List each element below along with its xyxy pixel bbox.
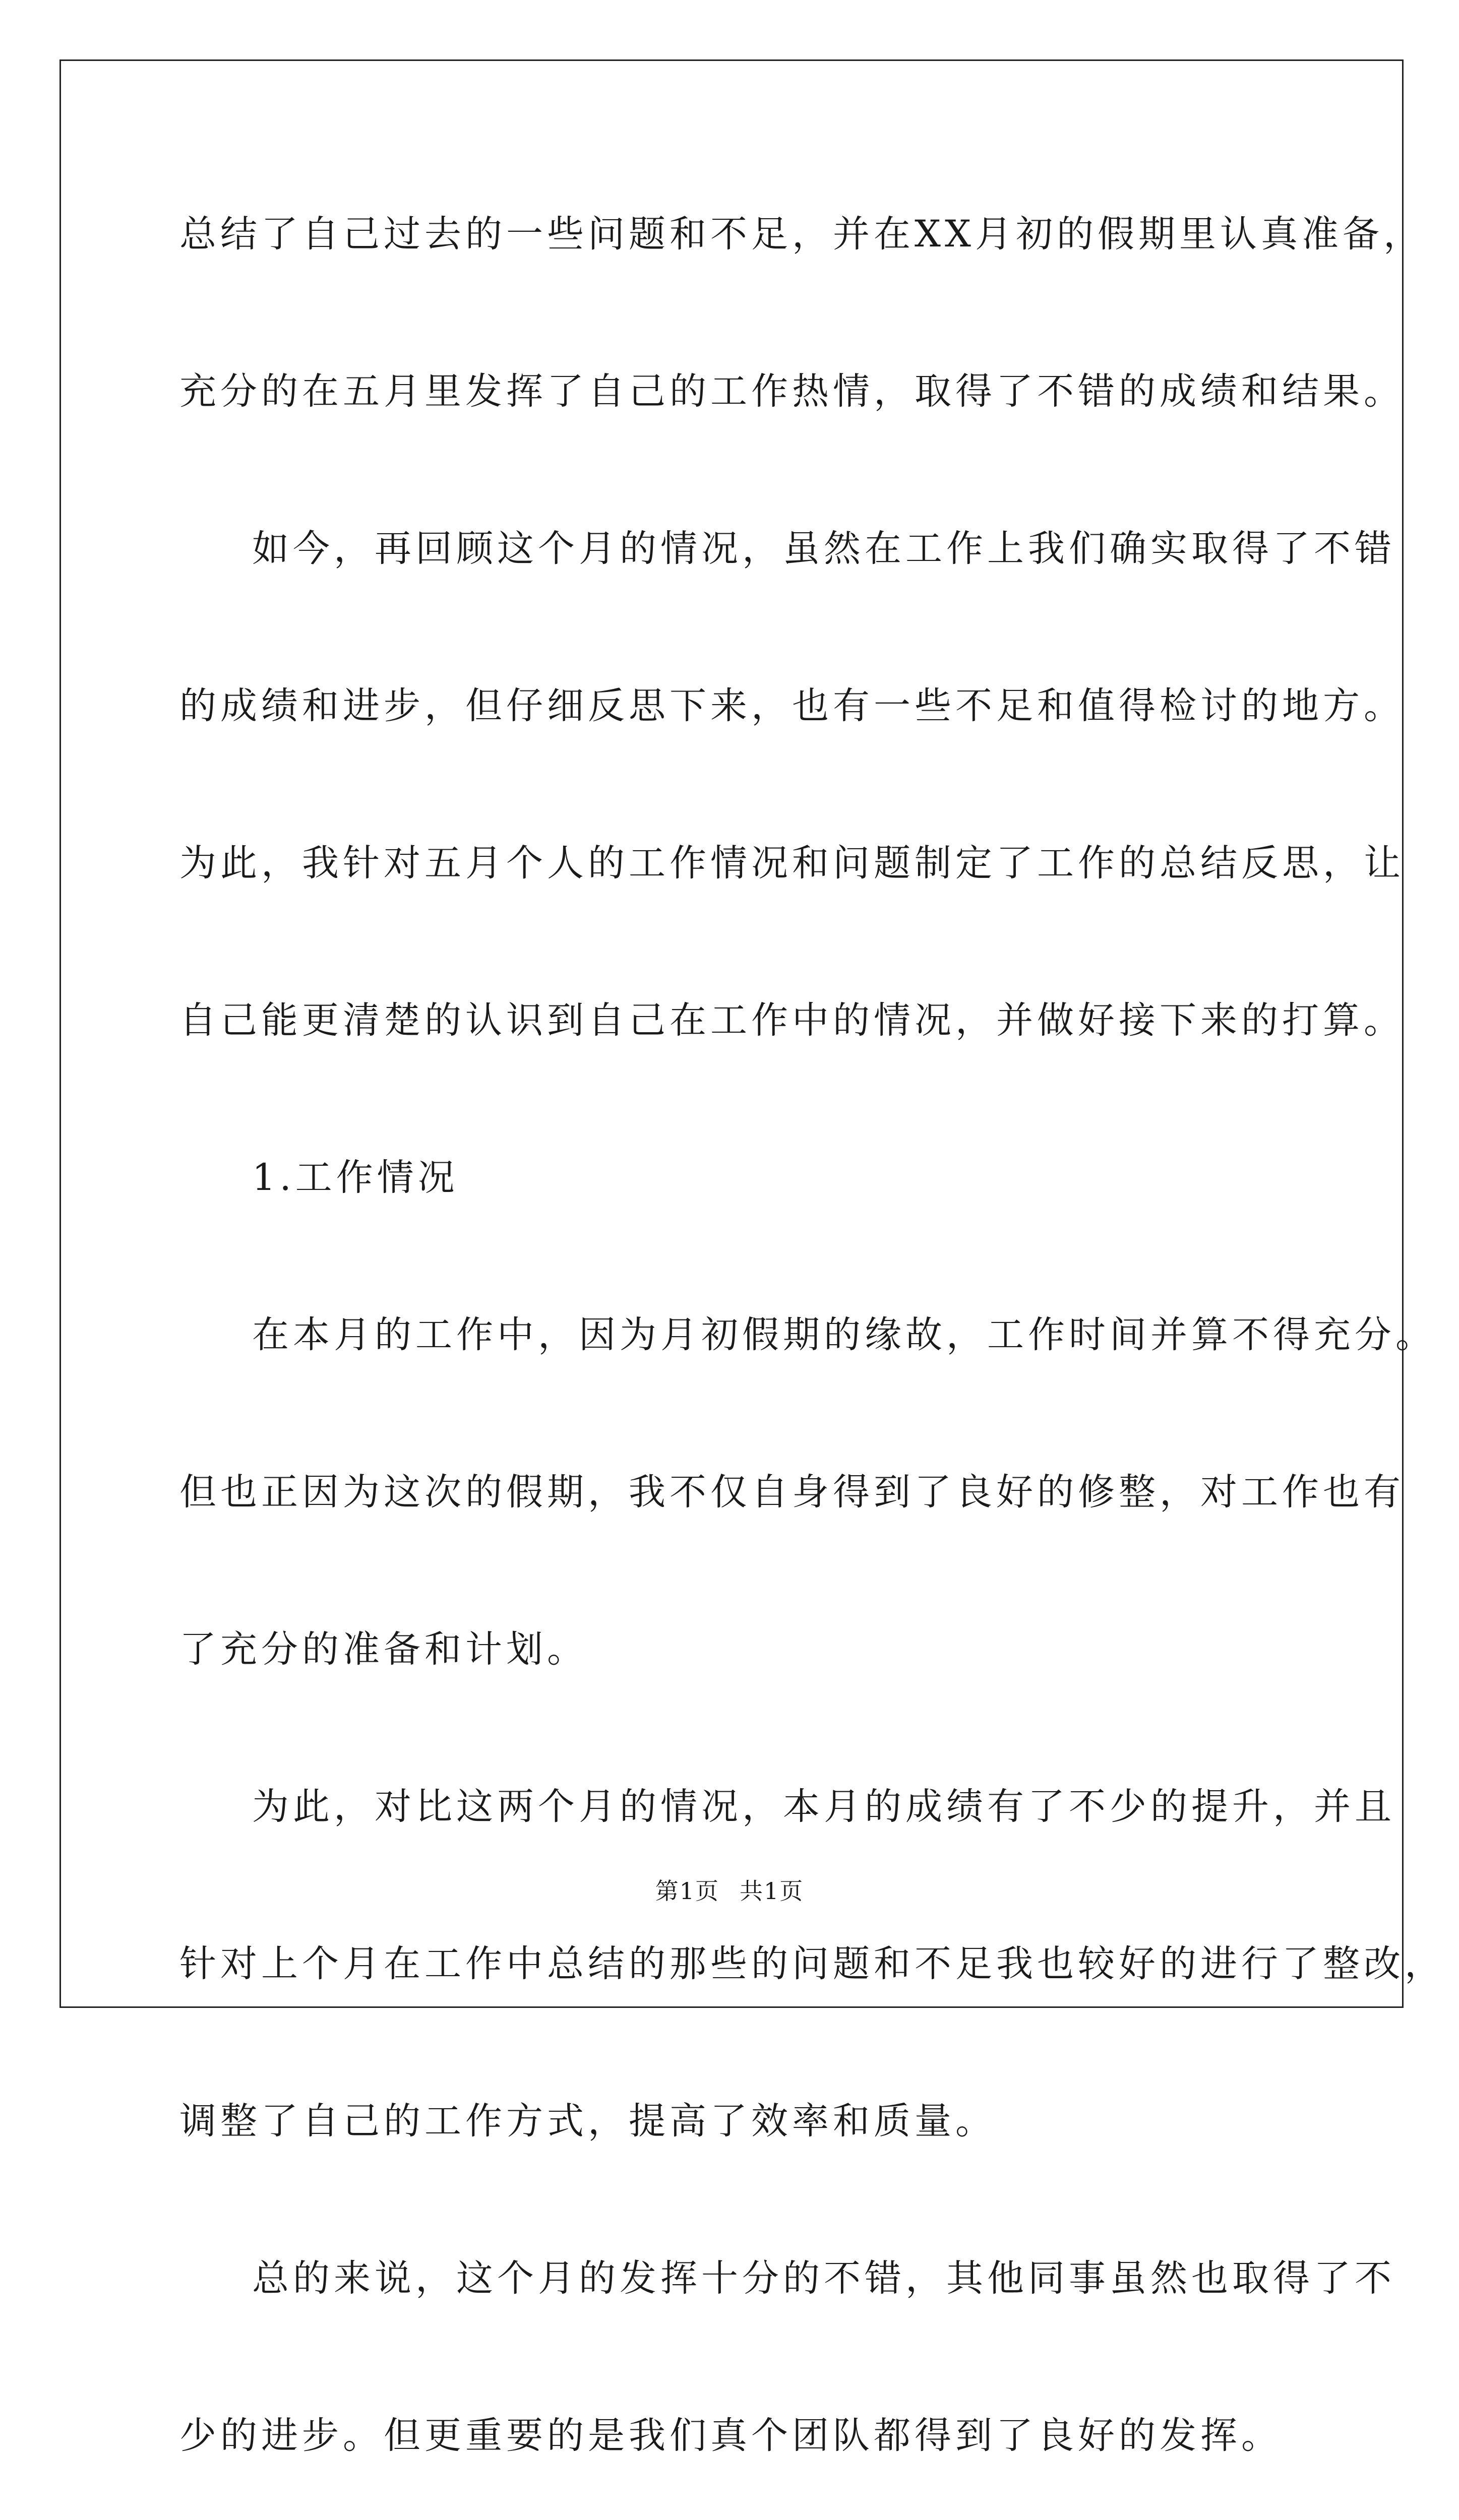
paragraph-start-line: 在本月的工作中，因为月初假期的缘故，工作时间并算不得充分。	[252, 1313, 1436, 1356]
paragraph-start-line: 总的来说，这个月的发挥十分的不错，其他同事虽然也取得了不	[252, 2257, 1395, 2300]
page-total: 共1页	[740, 1877, 804, 1905]
text-line: 自己能更清楚的认识到自己在工作中的情况，并做好接下来的打算。	[179, 999, 1405, 1042]
text-line: 了充分的准备和计划。	[179, 1628, 588, 1671]
text-line: 充分的在五月里发挥了自己的工作热情，取得了不错的成绩和结果。	[179, 370, 1405, 413]
text-line: 但也正因为这次的假期，我不仅自身得到了良好的修整，对工作也有	[179, 1471, 1405, 1514]
page-number: 第1页	[655, 1877, 719, 1905]
paragraph-start-line: 如今，再回顾这个月的情况，虽然在工作上我们确实取得了不错	[252, 527, 1395, 570]
document-body	[179, 179, 1445, 2520]
text-line: 少的进步。但更重要的是我们真个团队都得到了良好的发挥。	[179, 2414, 1282, 2457]
page-footer	[0, 1876, 1459, 1906]
text-line: 为此，我针对五月个人的工作情况和问题制定了工作的总结反思，让	[179, 842, 1405, 885]
text-line: 调整了自己的工作方式，提高了效率和质量。	[179, 2100, 996, 2143]
paragraph-start-line: 为此，对比这两个月的情况，本月的成绩有了不少的提升，并且	[252, 1785, 1395, 1828]
text-line: 的成绩和进步，但仔细反思下来，也有一些不足和值得检讨的地方。	[179, 684, 1405, 727]
text-line: 总结了自己过去的一些问题和不足，并在XX月初的假期里认真准备，	[179, 213, 1424, 256]
text-line: 针对上个月在工作中总结的那些的问题和不足我也较好的进行了整改，	[179, 1942, 1445, 1985]
section-heading-work-situation: 1.工作情况	[252, 1156, 459, 1199]
